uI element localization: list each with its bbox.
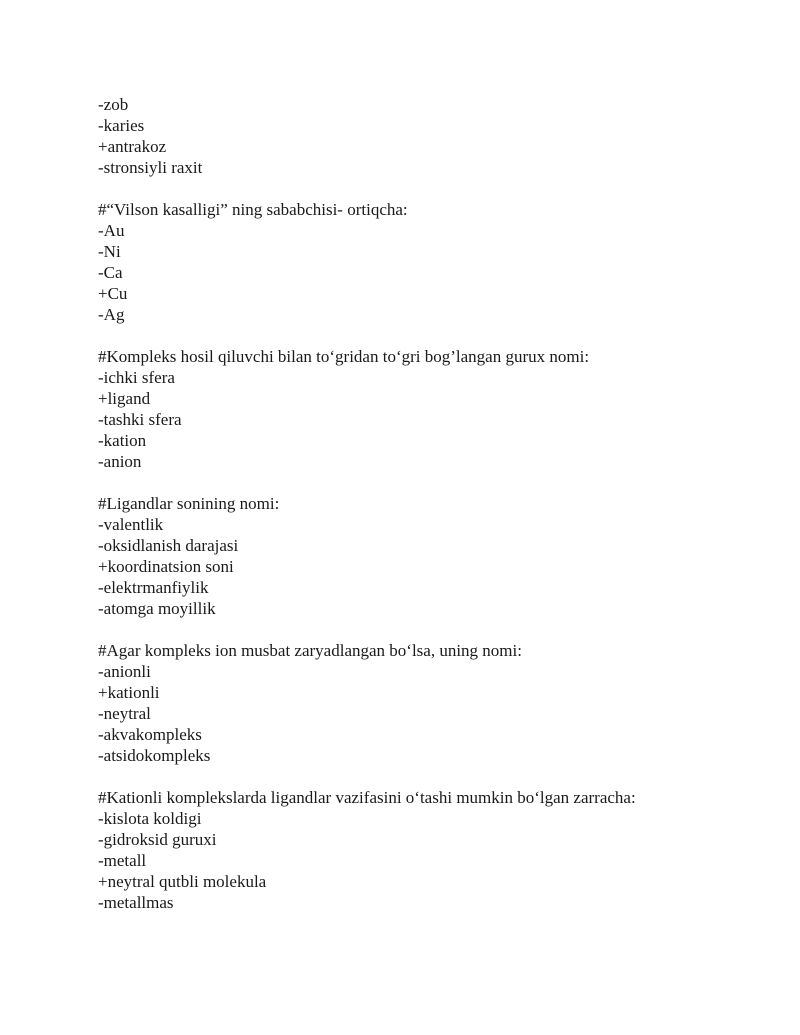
option-line: +antrakoz xyxy=(98,137,167,156)
question-block-1 xyxy=(98,94,778,178)
option-line: +koordinatsion soni xyxy=(98,557,234,576)
option-line: +kationli xyxy=(98,683,160,702)
option-line: -zob xyxy=(98,95,129,114)
option-line: -ichki sfera xyxy=(98,368,175,387)
question-text: #“Vilson kasalligi” ning sababchisi- ortiqcha: xyxy=(98,200,408,219)
question-text: #Ligandlar sonining nomi: xyxy=(98,494,280,513)
option-line: -Au xyxy=(98,221,125,240)
option-line: -kislota koldigi xyxy=(98,809,202,828)
option-line: -akvakompleks xyxy=(98,725,202,744)
option-line: -elektrmanfiylik xyxy=(98,578,209,597)
document-page xyxy=(98,94,778,913)
question-block-6 xyxy=(98,787,778,913)
option-line: +ligand xyxy=(98,389,151,408)
question-text: #Kompleks hosil qiluvchi bilan to‘gridan to‘gri bog’langan gurux nomi: xyxy=(98,347,590,366)
question-block-5 xyxy=(98,640,778,766)
option-line: -karies xyxy=(98,116,145,135)
question-block-2 xyxy=(98,199,778,325)
option-line: -Ag xyxy=(98,305,125,324)
option-line: -valentlik xyxy=(98,515,164,534)
option-line: +Cu xyxy=(98,284,128,303)
option-line: -gidroksid guruxi xyxy=(98,830,217,849)
option-line: -Ni xyxy=(98,242,121,261)
question-text: #Kationli komplekslarda ligandlar vazifasini o‘tashi mumkin bo‘lgan zarracha: xyxy=(98,788,636,807)
option-line: -metall xyxy=(98,851,147,870)
question-block-3 xyxy=(98,346,778,472)
option-line: -anion xyxy=(98,452,142,471)
option-line: -kation xyxy=(98,431,147,450)
option-line: -atomga moyillik xyxy=(98,599,216,618)
option-line: -tashki sfera xyxy=(98,410,182,429)
option-line: -metallmas xyxy=(98,893,174,912)
option-line: +neytral qutbli molekula xyxy=(98,872,267,891)
option-line: -anionli xyxy=(98,662,151,681)
question-block-4 xyxy=(98,493,778,619)
question-text: #Agar kompleks ion musbat zaryadlangan bo‘lsa, uning nomi: xyxy=(98,641,522,660)
option-line: -neytral xyxy=(98,704,151,723)
option-line: -oksidlanish darajasi xyxy=(98,536,239,555)
option-line: -Ca xyxy=(98,263,123,282)
option-line: -atsidokompleks xyxy=(98,746,211,765)
option-line: -stronsiyli raxit xyxy=(98,158,203,177)
